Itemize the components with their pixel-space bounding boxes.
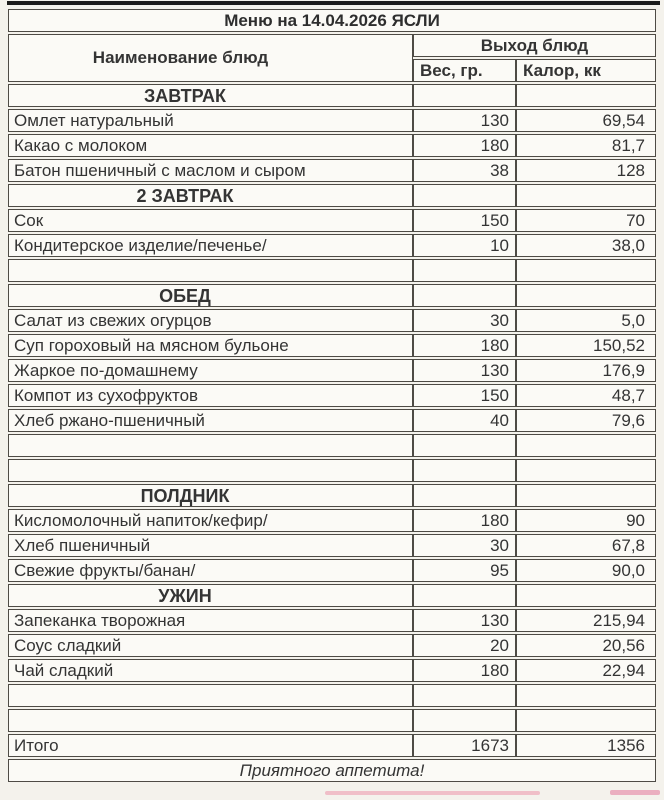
column-header-calories: Калор, кк	[516, 59, 656, 82]
menu-item-row	[8, 609, 656, 632]
calories-value	[516, 584, 656, 607]
weight-value: 1673	[413, 734, 516, 757]
weight-value: 130	[413, 109, 516, 132]
section-row	[8, 584, 656, 607]
weight-value: 40	[413, 409, 516, 432]
calories-value	[516, 709, 656, 732]
dish-name: Салат из свежих огурцов	[8, 309, 413, 332]
dish-name: Соус сладкий	[8, 634, 413, 657]
weight-value	[413, 434, 516, 457]
dish-name	[8, 459, 413, 482]
column-header-weight: Вес, гр.	[413, 59, 516, 82]
calories-value	[516, 284, 656, 307]
weight-value: 10	[413, 234, 516, 257]
menu-item-row	[8, 159, 656, 182]
dish-name: Итого	[8, 734, 413, 757]
weight-value	[413, 484, 516, 507]
weight-value	[413, 184, 516, 207]
weight-value: 30	[413, 309, 516, 332]
dish-name: Батон пшеничный с маслом и сыром	[8, 159, 413, 182]
weight-value: 130	[413, 359, 516, 382]
calories-value	[516, 184, 656, 207]
menu-item-row	[8, 634, 656, 657]
calories-value	[516, 434, 656, 457]
empty-row	[8, 434, 656, 457]
calories-value: 48,7	[516, 384, 656, 407]
calories-value	[516, 84, 656, 107]
calories-value	[516, 484, 656, 507]
menu-item-row	[8, 509, 656, 532]
weight-value: 130	[413, 609, 516, 632]
menu-item-row	[8, 409, 656, 432]
calories-value: 5,0	[516, 309, 656, 332]
calories-value: 67,8	[516, 534, 656, 557]
calories-value: 90	[516, 509, 656, 532]
calories-value: 215,94	[516, 609, 656, 632]
empty-row	[8, 709, 656, 732]
weight-value: 180	[413, 334, 516, 357]
calories-value: 150,52	[516, 334, 656, 357]
scan-edge-artifact	[7, 1, 660, 5]
dish-name: Свежие фрукты/банан/	[8, 559, 413, 582]
menu-item-row	[8, 209, 656, 232]
page-title: Меню на 14.04.2026 ЯСЛИ	[8, 9, 656, 32]
total-row	[8, 734, 656, 757]
weight-value: 150	[413, 384, 516, 407]
footer-row	[8, 759, 656, 782]
calories-value	[516, 684, 656, 707]
section-title: ОБЕД	[8, 284, 413, 307]
section-title: УЖИН	[8, 584, 413, 607]
calories-value: 1356	[516, 734, 656, 757]
weight-value: 150	[413, 209, 516, 232]
dish-name	[8, 684, 413, 707]
calories-value	[516, 459, 656, 482]
weight-value: 180	[413, 509, 516, 532]
calories-value	[516, 259, 656, 282]
section-row	[8, 184, 656, 207]
calories-value: 79,6	[516, 409, 656, 432]
weight-value: 30	[413, 534, 516, 557]
calories-value: 22,94	[516, 659, 656, 682]
section-row	[8, 284, 656, 307]
menu-item-row	[8, 384, 656, 407]
calories-value: 176,9	[516, 359, 656, 382]
calories-value: 38,0	[516, 234, 656, 257]
column-header-output-group: Выход блюд	[413, 34, 656, 57]
menu-item-row	[8, 309, 656, 332]
section-title: ПОЛДНИК	[8, 484, 413, 507]
menu-item-row	[8, 109, 656, 132]
menu-item-row	[8, 359, 656, 382]
menu-table	[8, 7, 656, 784]
weight-value	[413, 259, 516, 282]
calories-value: 20,56	[516, 634, 656, 657]
empty-row	[8, 259, 656, 282]
empty-row	[8, 684, 656, 707]
calories-value: 70	[516, 209, 656, 232]
weight-value	[413, 84, 516, 107]
dish-name	[8, 709, 413, 732]
weight-value: 38	[413, 159, 516, 182]
menu-item-row	[8, 659, 656, 682]
menu-item-row	[8, 334, 656, 357]
weight-value: 20	[413, 634, 516, 657]
dish-name: Чай сладкий	[8, 659, 413, 682]
scan-smudge-artifact	[610, 790, 660, 795]
menu-item-row	[8, 134, 656, 157]
menu-item-row	[8, 559, 656, 582]
section-row	[8, 484, 656, 507]
dish-name: Сок	[8, 209, 413, 232]
weight-value	[413, 709, 516, 732]
footer-note: Приятного аппетита!	[8, 759, 656, 782]
weight-value	[413, 584, 516, 607]
dish-name: Жаркое по-домашнему	[8, 359, 413, 382]
section-title: 2 ЗАВТРАК	[8, 184, 413, 207]
section-title: ЗАВТРАК	[8, 84, 413, 107]
dish-name: Кондитерское изделие/печенье/	[8, 234, 413, 257]
dish-name: Запеканка творожная	[8, 609, 413, 632]
dish-name: Кисломолочный напиток/кефир/	[8, 509, 413, 532]
dish-name: Компот из сухофруктов	[8, 384, 413, 407]
column-header-dish-name: Наименование блюд	[8, 34, 413, 82]
dish-name: Какао с молоком	[8, 134, 413, 157]
calories-value: 128	[516, 159, 656, 182]
weight-value: 180	[413, 659, 516, 682]
scan-smudge-artifact	[325, 791, 540, 795]
weight-value	[413, 684, 516, 707]
menu-rows	[8, 84, 656, 757]
weight-value: 180	[413, 134, 516, 157]
calories-value: 81,7	[516, 134, 656, 157]
weight-value: 95	[413, 559, 516, 582]
dish-name: Хлеб ржано-пшеничный	[8, 409, 413, 432]
title-row	[8, 9, 656, 32]
weight-value	[413, 459, 516, 482]
header-row-1	[8, 34, 656, 57]
menu-item-row	[8, 534, 656, 557]
calories-value: 69,54	[516, 109, 656, 132]
weight-value	[413, 284, 516, 307]
dish-name: Суп гороховый на мясном бульоне	[8, 334, 413, 357]
dish-name	[8, 259, 413, 282]
dish-name: Омлет натуральный	[8, 109, 413, 132]
section-row	[8, 84, 656, 107]
dish-name: Хлеб пшеничный	[8, 534, 413, 557]
menu-item-row	[8, 234, 656, 257]
calories-value: 90,0	[516, 559, 656, 582]
dish-name	[8, 434, 413, 457]
empty-row	[8, 459, 656, 482]
